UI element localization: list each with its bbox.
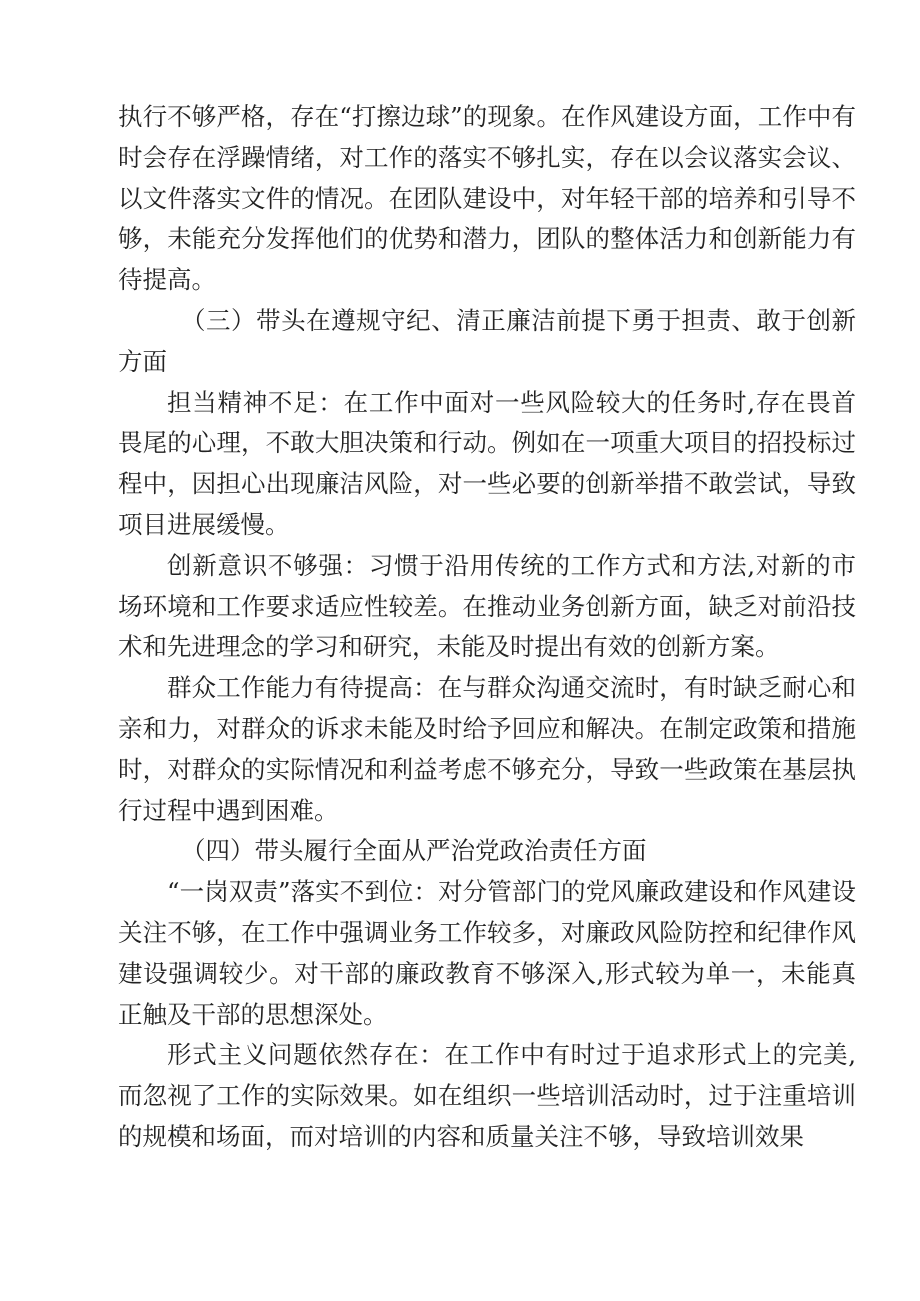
section-heading-four: （四）带头履行全面从严治党政治责任方面 [181,836,647,866]
document-body [118,97,856,1158]
paragraph-team-building-continued: 执行不够严格，存在“打擦边球”的现象。在作风建设方面，工作中有时会存在浮躁情绪，对工作的落实不够扎实，存在以会议落实会议、以文件落实文件的情况。在团队建设中，对年轻干部的培养和引导不够，未能充分发挥他们的优势和潜力，团队的整体活力和创新能力有待提高。 [118,102,856,295]
paragraph-dual-responsibility: “一岗双责”落实不到位：对分管部门的党风廉政建设和作风建设关注不够，在工作中强调业务工作较多，对廉政风险防控和纪律作风建设强调较少。对干部的廉政教育不够深入,形式较为单一，未能真正触及干部的思想深处。 [118,877,856,1029]
paragraph-responsibility: 担当精神不足：在工作中面对一些风险较大的任务时,存在畏首畏尾的心理，不敢大胆决策和行动。例如在一项重大项目的招投标过程中，因担心出现廉洁风险，对一些必要的创新举措不敢尝试，导致项目进展缓慢。 [118,387,856,539]
paragraph-mass-work: 群众工作能力有待提高：在与群众沟通交流时，有时缺乏耐心和亲和力，对群众的诉求未能及时给予回应和解决。在制定政策和措施时，对群众的实际情况和利益考虑不够充分，导致一些政策在基层执行过程中遇到困难。 [118,673,856,825]
section-heading-three: （三）带头在遵规守纪、清正廉洁前提下勇于担责、敢于创新方面 [118,305,856,376]
paragraph-formalism: 形式主义问题依然存在：在工作中有时过于追求形式上的完美,而忽视了工作的实际效果。如在组织一些培训活动时，过于注重培训的规模和场面，而对培训的内容和质量关注不够，导致培训效果 [118,1040,856,1151]
paragraph-innovation: 创新意识不够强：习惯于沿用传统的工作方式和方法,对新的市场环境和工作要求适应性较差。在推动业务创新方面，缺乏对前沿技术和先进理念的学习和研究，未能及时提出有效的创新方案。 [118,550,856,662]
